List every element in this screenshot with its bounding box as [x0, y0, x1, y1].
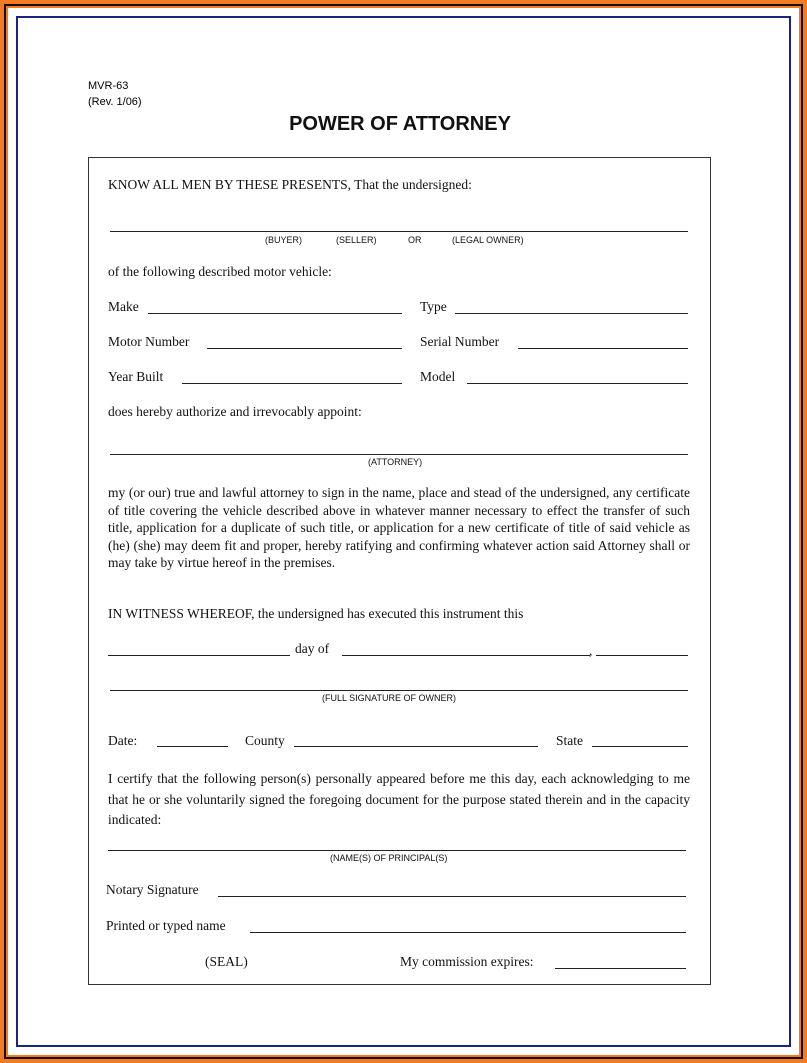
seller-label: (SELLER) — [336, 235, 377, 245]
vehicle-intro: of the following described motor vehicle: — [108, 264, 332, 279]
month-field[interactable] — [342, 655, 590, 656]
state-label: State — [556, 733, 583, 748]
attorney-label: (ATTORNEY) — [368, 457, 423, 467]
buyer-label: (BUYER) — [265, 235, 303, 245]
date-label: Date: — [108, 733, 138, 748]
commission-field[interactable] — [555, 968, 686, 969]
day-field[interactable] — [108, 655, 290, 656]
county-field[interactable] — [294, 746, 538, 747]
date-field[interactable] — [157, 746, 228, 747]
serial-number-label: Serial Number — [420, 334, 500, 349]
revision: (Rev. 1/06) — [88, 96, 142, 108]
legal-owner-label: (LEGAL OWNER) — [452, 235, 524, 245]
or-label: OR — [408, 235, 422, 245]
form-number: MVR-63 — [88, 80, 129, 92]
model-label: Model — [420, 369, 456, 384]
year-field[interactable] — [596, 655, 688, 656]
authority-paragraph: my (or our) true and lawful attorney to sign in the name, place and stead of the undersigned, any certificate of title covering the vehicle described above in whatever manner necessary to effect the transfer of such title, application for a duplicate of such title, or application for a new certificate of title of said vehicle as (he) (she) may deem fit and proper, hereby ratifying and confirming whatever action said Attorney shall or may take by virtue hereof in the premises. — [108, 485, 690, 571]
commission-label: My commission expires: — [400, 954, 534, 969]
make-field[interactable] — [148, 313, 402, 314]
certify-paragraph: I certify that the following person(s) personally appeared before me this day, each acknowledging to me that he or she voluntarily signed the foregoing document for the purpose stated therein and in the capacity indicated: — [108, 771, 690, 827]
day-of-label: day of — [295, 641, 330, 656]
intro-text: KNOW ALL MEN BY THESE PRESENTS, That the undersigned: — [108, 177, 472, 192]
page-title: POWER OF ATTORNEY — [289, 113, 511, 135]
printed-name-field[interactable] — [250, 932, 686, 933]
motor-number-field[interactable] — [207, 348, 402, 349]
year-built-label: Year Built — [108, 369, 164, 384]
make-label: Make — [108, 299, 139, 314]
type-field[interactable] — [455, 313, 688, 314]
motor-number-label: Motor Number — [108, 334, 190, 349]
seal-label: (SEAL) — [205, 954, 248, 969]
signature-label: (FULL SIGNATURE OF OWNER) — [322, 693, 457, 703]
state-field[interactable] — [592, 746, 688, 747]
serial-number-field[interactable] — [518, 348, 688, 349]
county-label: County — [245, 733, 285, 748]
comma: , — [589, 643, 593, 658]
principal-label: (NAME(S) OF PRINCIPAL(S) — [330, 853, 448, 863]
attorney-line[interactable] — [110, 454, 688, 455]
model-field[interactable] — [467, 383, 688, 384]
undersigned-line[interactable] — [110, 231, 688, 232]
notary-signature-field[interactable] — [218, 896, 686, 897]
appoint-text: does hereby authorize and irrevocably appoint: — [108, 404, 362, 419]
witness-text: IN WITNESS WHEREOF, the undersigned has executed this instrument this — [108, 606, 524, 621]
printed-name-label: Printed or typed name — [106, 918, 226, 933]
owner-signature-line[interactable] — [110, 690, 688, 691]
year-built-field[interactable] — [182, 383, 402, 384]
principal-line[interactable] — [108, 850, 686, 851]
notary-signature-label: Notary Signature — [106, 882, 199, 897]
type-label: Type — [420, 299, 447, 314]
